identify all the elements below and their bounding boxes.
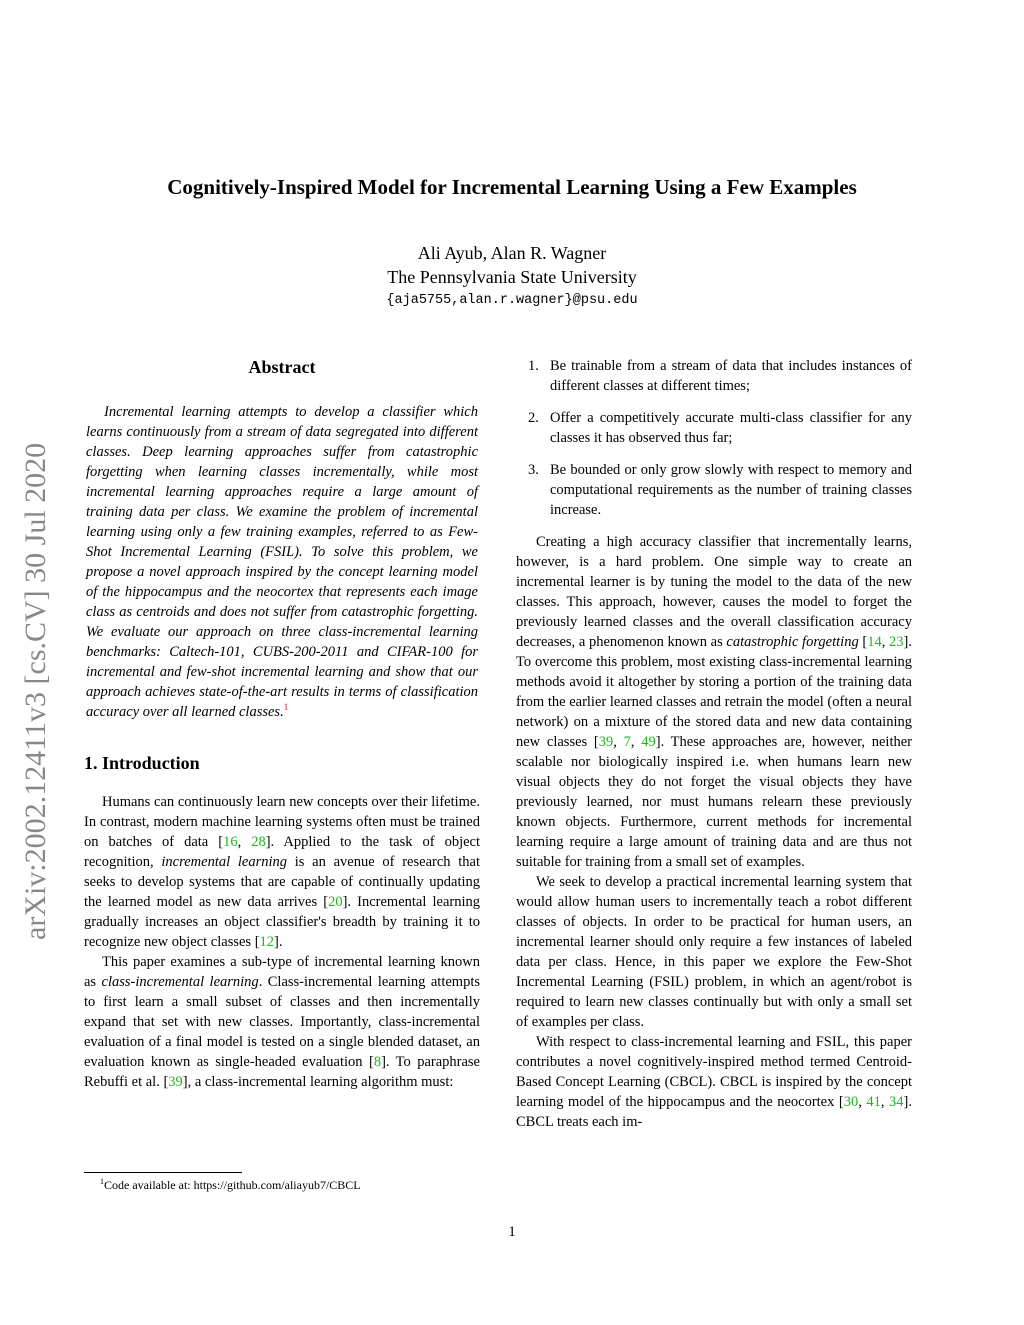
intro-paragraph: [84, 952, 480, 1092]
left-column: [84, 352, 480, 1092]
citation-link[interactable]: 39: [598, 734, 614, 750]
requirements-list: [516, 356, 912, 520]
list-item: [516, 460, 912, 520]
citation-link[interactable]: 30: [843, 1094, 859, 1110]
emphasis: incremental learning: [161, 854, 288, 870]
list-number: 1.: [528, 358, 539, 374]
author-list: Ali Ayub, Alan R. Wagner: [417, 243, 607, 263]
citation-link[interactable]: 39: [168, 1074, 183, 1090]
footnote-ref[interactable]: 1: [283, 702, 289, 713]
right-body: [516, 532, 912, 1132]
affiliation: The Pennsylvania State University: [387, 267, 637, 287]
list-item-text: Be trainable from a stream of data that includes instances of different classes at different times;: [550, 358, 912, 394]
footnote: [100, 1177, 361, 1193]
list-item-text: Be bounded or only grow slowly with respect to memory and computational requirements as the number of training classes increase.: [550, 462, 912, 518]
text-run: . Class-incremental learning attempts to first learn a small subset of classes and then incrementally expand that set with new classes. Importantly, class-incremental evaluation of a final model is tested on a single blended dataset, an evaluation known as single-headed evaluation [: [84, 974, 480, 1070]
body-paragraph: [516, 1032, 912, 1132]
footnote-text[interactable]: Code available at: https://github.com/aliayub7/CBCL: [104, 1178, 361, 1192]
body-paragraph: We seek to develop a practical incremental learning system that would allow human users to incrementally teach a robot different classes of objects. In order to be practical for human users, an incremental learner should only require a few instances of labeled data per class. Hence, in this paper we explore the Few-Shot Incremental Learning (FSIL) problem, in which an agent/robot is required to learn new classes continually but with only a small set of examples per class.: [516, 874, 912, 1030]
right-column: [516, 356, 912, 1132]
text-run: [: [858, 634, 868, 650]
list-number: 2.: [528, 410, 539, 426]
text-run: ,: [880, 1094, 890, 1110]
text-run: This paper examines a sub-type of incremental learning known as: [84, 954, 480, 990]
emphasis: class-incremental learning: [101, 974, 259, 990]
text-run: Creating a high accuracy classifier that incrementally learns, however, is a hard problem. One simple way to create an incremental learner is by tuning the model to the data of the new classes. This approach, however, causes the model to forget the previously learned classes and the overall classification accuracy decreases, a phenomenon known as: [516, 534, 912, 650]
citation-link[interactable]: 14: [867, 634, 882, 650]
text-run: is an avenue of research that seeks to develop systems that are capable of continually updating the learned model as new data arrives [: [84, 854, 480, 910]
body-paragraph: [516, 532, 912, 872]
text-run: ,: [858, 1094, 867, 1110]
footnote-divider: [84, 1172, 242, 1173]
text-run: ,: [881, 634, 890, 650]
text-run: ]. To paraphrase Rebuffi et al. [: [84, 1054, 480, 1090]
citation-link[interactable]: 41: [866, 1094, 881, 1110]
citation-link[interactable]: 7: [623, 734, 631, 750]
arxiv-stamp: arXiv:2002.12411v3 [cs.CV] 30 Jul 2020: [19, 442, 52, 940]
text-run: ,: [613, 734, 624, 750]
paper-title: Cognitively-Inspired Model for Incremental Learning Using a Few Examples: [167, 175, 857, 199]
citation-link[interactable]: 12: [259, 934, 275, 950]
emphasis: catastrophic forgetting: [726, 634, 859, 650]
abstract: [84, 402, 480, 722]
abstract-text: Incremental learning attempts to develop a classifier which learns continuously from a stream of data segregated into different classes. Deep learning approaches suffer from catastrophic forgetting when learning classes incrementally, while most incremental learning approaches require a large amount of training data per class. We examine the problem of incremental learning using only a few training examples, referred to as Few-Shot Incremental Learning (FSIL). To solve this problem, we propose a novel approach inspired by the concept learning model of the hippocampus and the neocortex that represents each image class as centroids and does not suffer from catastrophic forgetting. We evaluate our approach on three class-incremental learning benchmarks: Caltech-101, CUBS-200-2011 and CIFAR-100 for incremental and few-shot incremental learning and show that our approach achieves state-of-the-art results in terms of classification accuracy over all learned classes.: [86, 404, 478, 720]
citation-link[interactable]: 28: [251, 834, 266, 850]
text-run: With respect to class-incremental learning and FSIL, this paper contributes a novel cognitively-inspired method termed Centroid-Based Concept Learning (CBCL). CBCL is inspired by the concept learning model of the hippocampus and the neocortex [: [516, 1034, 912, 1110]
text-run: ,: [237, 834, 252, 850]
abstract-heading: Abstract: [248, 357, 316, 377]
text-run: ]. Incremental learning gradually increases an object classifier's breadth by training it to recognize new object classes [: [84, 894, 480, 950]
intro-paragraph: [84, 792, 480, 952]
text-run: ,: [630, 734, 642, 750]
text-run: ], a class-incremental learning algorithm must:: [182, 1074, 454, 1090]
citation-link[interactable]: 8: [373, 1054, 382, 1070]
list-number: 3.: [528, 462, 539, 478]
footnote-mark: 1: [100, 1177, 104, 1186]
list-item: [516, 408, 912, 448]
text-run: ]. To overcome this problem, most existing class-incremental learning methods avoid it altogether by storing a portion of the training data from the earlier learned classes and retrain the model (often a neural network) on a mixture of the stored data and new data containing new classes [: [516, 634, 912, 750]
text-run: ]. Applied to the task of object recognition,: [84, 834, 480, 870]
intro-body: [84, 792, 480, 1092]
list-item-text: Offer a competitively accurate multi-class classifier for any classes it has observed thus far;: [550, 410, 912, 446]
text-run: ].: [274, 934, 283, 950]
citation-link[interactable]: 23: [889, 634, 904, 650]
text-run: Humans can continuously learn new concepts over their lifetime. In contrast, modern machine learning systems often must be trained on batches of data [: [84, 794, 480, 850]
citation-link[interactable]: 20: [328, 894, 343, 910]
citation-link[interactable]: 16: [223, 834, 238, 850]
citation-link[interactable]: 49: [641, 734, 656, 750]
author-email: {aja5755,alan.r.wagner}@psu.edu: [386, 293, 638, 308]
text-run: ]. CBCL treats each im-: [516, 1094, 913, 1130]
section-heading-introduction: 1. Introduction: [84, 753, 200, 773]
text-run: ]. These approaches are, however, neither scalable nor biologically inspired i.e. when humans learn new visual objects they do not forget the visual objects they have previously learned, nor must humans relearn these previously known objects. Furthermore, current methods for incremental learning require a large amount of training data and are thus not suitable for training from a small set of examples.: [516, 734, 913, 870]
page-number: 1: [508, 1224, 516, 1240]
citation-link[interactable]: 34: [889, 1094, 904, 1110]
abstract-paragraph: [86, 402, 478, 722]
list-item: [516, 356, 912, 396]
